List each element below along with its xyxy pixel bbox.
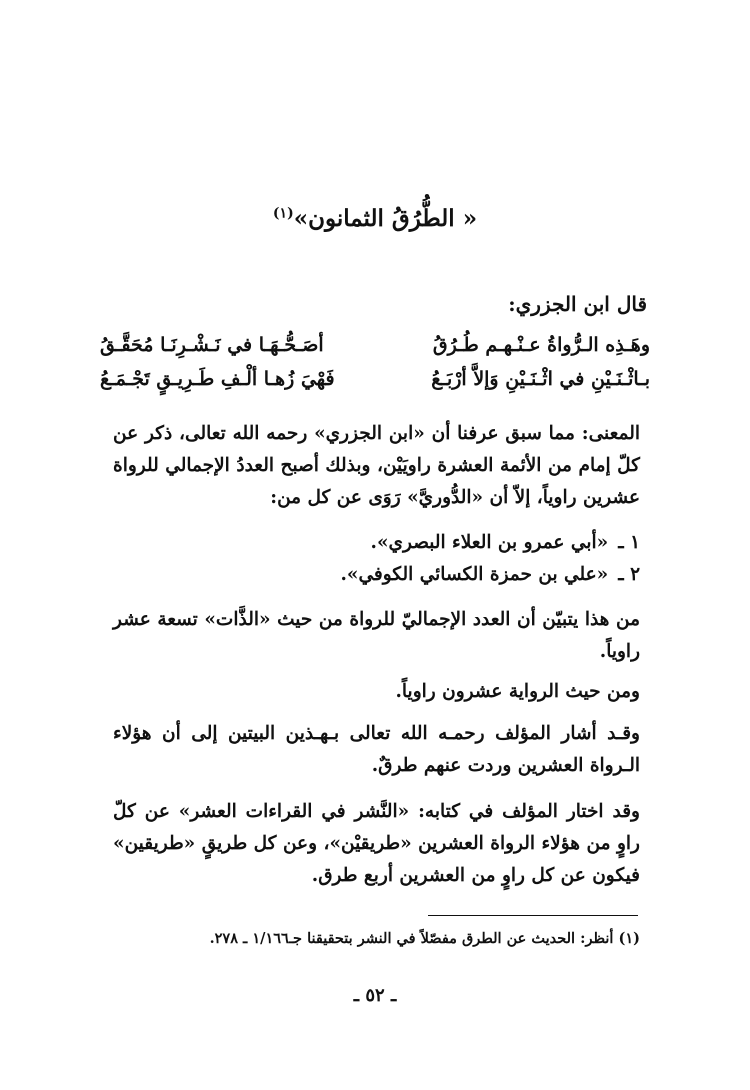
footnote-reference[interactable]: (١) (272, 205, 294, 222)
verse-1-first-hemistich: وهَـذِه الـرُّواةُ عـنْـهـم طُـرُقُ (432, 334, 650, 356)
list-item-text: «أبي عمرو بن العلاء البصري». (370, 532, 609, 553)
list-item (113, 564, 640, 585)
footnote: (١) أنظر: الحديث عن الطرق مفصّلاً في النشر بتحقيقنا جـ١/١٦٦ ـ ٢٧٨. (209, 930, 640, 947)
list-item-number: ١ ـ (618, 532, 640, 553)
page-number: ـ ٥٢ ـ (353, 985, 397, 1006)
chapter-title (0, 205, 750, 232)
list-item (113, 532, 640, 553)
chapter-title-text: « الطُّرُقُ الثمانون» (293, 205, 478, 232)
riwaya-paragraph: ومن حيث الرواية عشرون راوياً. (395, 681, 640, 702)
verse-line-1 (100, 334, 650, 368)
meaning-lead: المعنى: (581, 423, 640, 444)
intro-line: قال ابن الجزري: (508, 292, 647, 316)
dhat-paragraph: من هذا يتبيّن أن العدد الإجماليّ للرواة من حيث «الذَّات» تسعة عشر راوياً. (113, 609, 640, 662)
verse-line-2 (100, 368, 650, 402)
ikhtar-paragraph: وقد اختار المؤلف في كتابه: «النَّشر في القراءات العشر» عن كلّ راوٍ من هؤلاء الرواة العشرين «طريقيْن»، وعن كل طريقٍ «طريقين» فيكون عن كل راوٍ من العشرين أربع طرق. (113, 801, 640, 886)
ashar-paragraph: وقـد أشار المؤلف رحمـه الله تعالى بـهـذين البيتين إلى أن هؤلاء الـرواة العشرين وردت عنهم طرقٌ. (113, 723, 640, 776)
meaning-paragraph (113, 418, 640, 514)
verse-2-second-hemistich: فَهْيَ زُهـا ألْـفِ طَـرِيـقٍ تَجْـمَـعُ (100, 368, 335, 390)
footnote-divider (428, 915, 638, 916)
list-item-number: ٢ ـ (618, 564, 640, 585)
verse-1-second-hemistich: أصَـحُّـهَـا في نَـشْـرِنَـا مُحَقَّـقُ (100, 334, 324, 356)
verse-2-first-hemistich: بـاثْـنَـيْنِ في اثْـنَـيْنِ وَإلاَّ أرْبَـعُ (431, 368, 650, 390)
meaning-text: مما سبق عرفنا أن «ابن الجزري» رحمه الله تعالى، ذكر عن كلّ إمام من الأئمة العشرة راويَيْن، وبذلك أصبح العددُ الإجمالي للرواة عشرين راوياً، إلاّ أن «الدُّوريَّ» رَوَى عن كل من: (113, 423, 640, 508)
list-item-text: «علي بن حمزة الكسائي الكوفي». (340, 564, 609, 585)
